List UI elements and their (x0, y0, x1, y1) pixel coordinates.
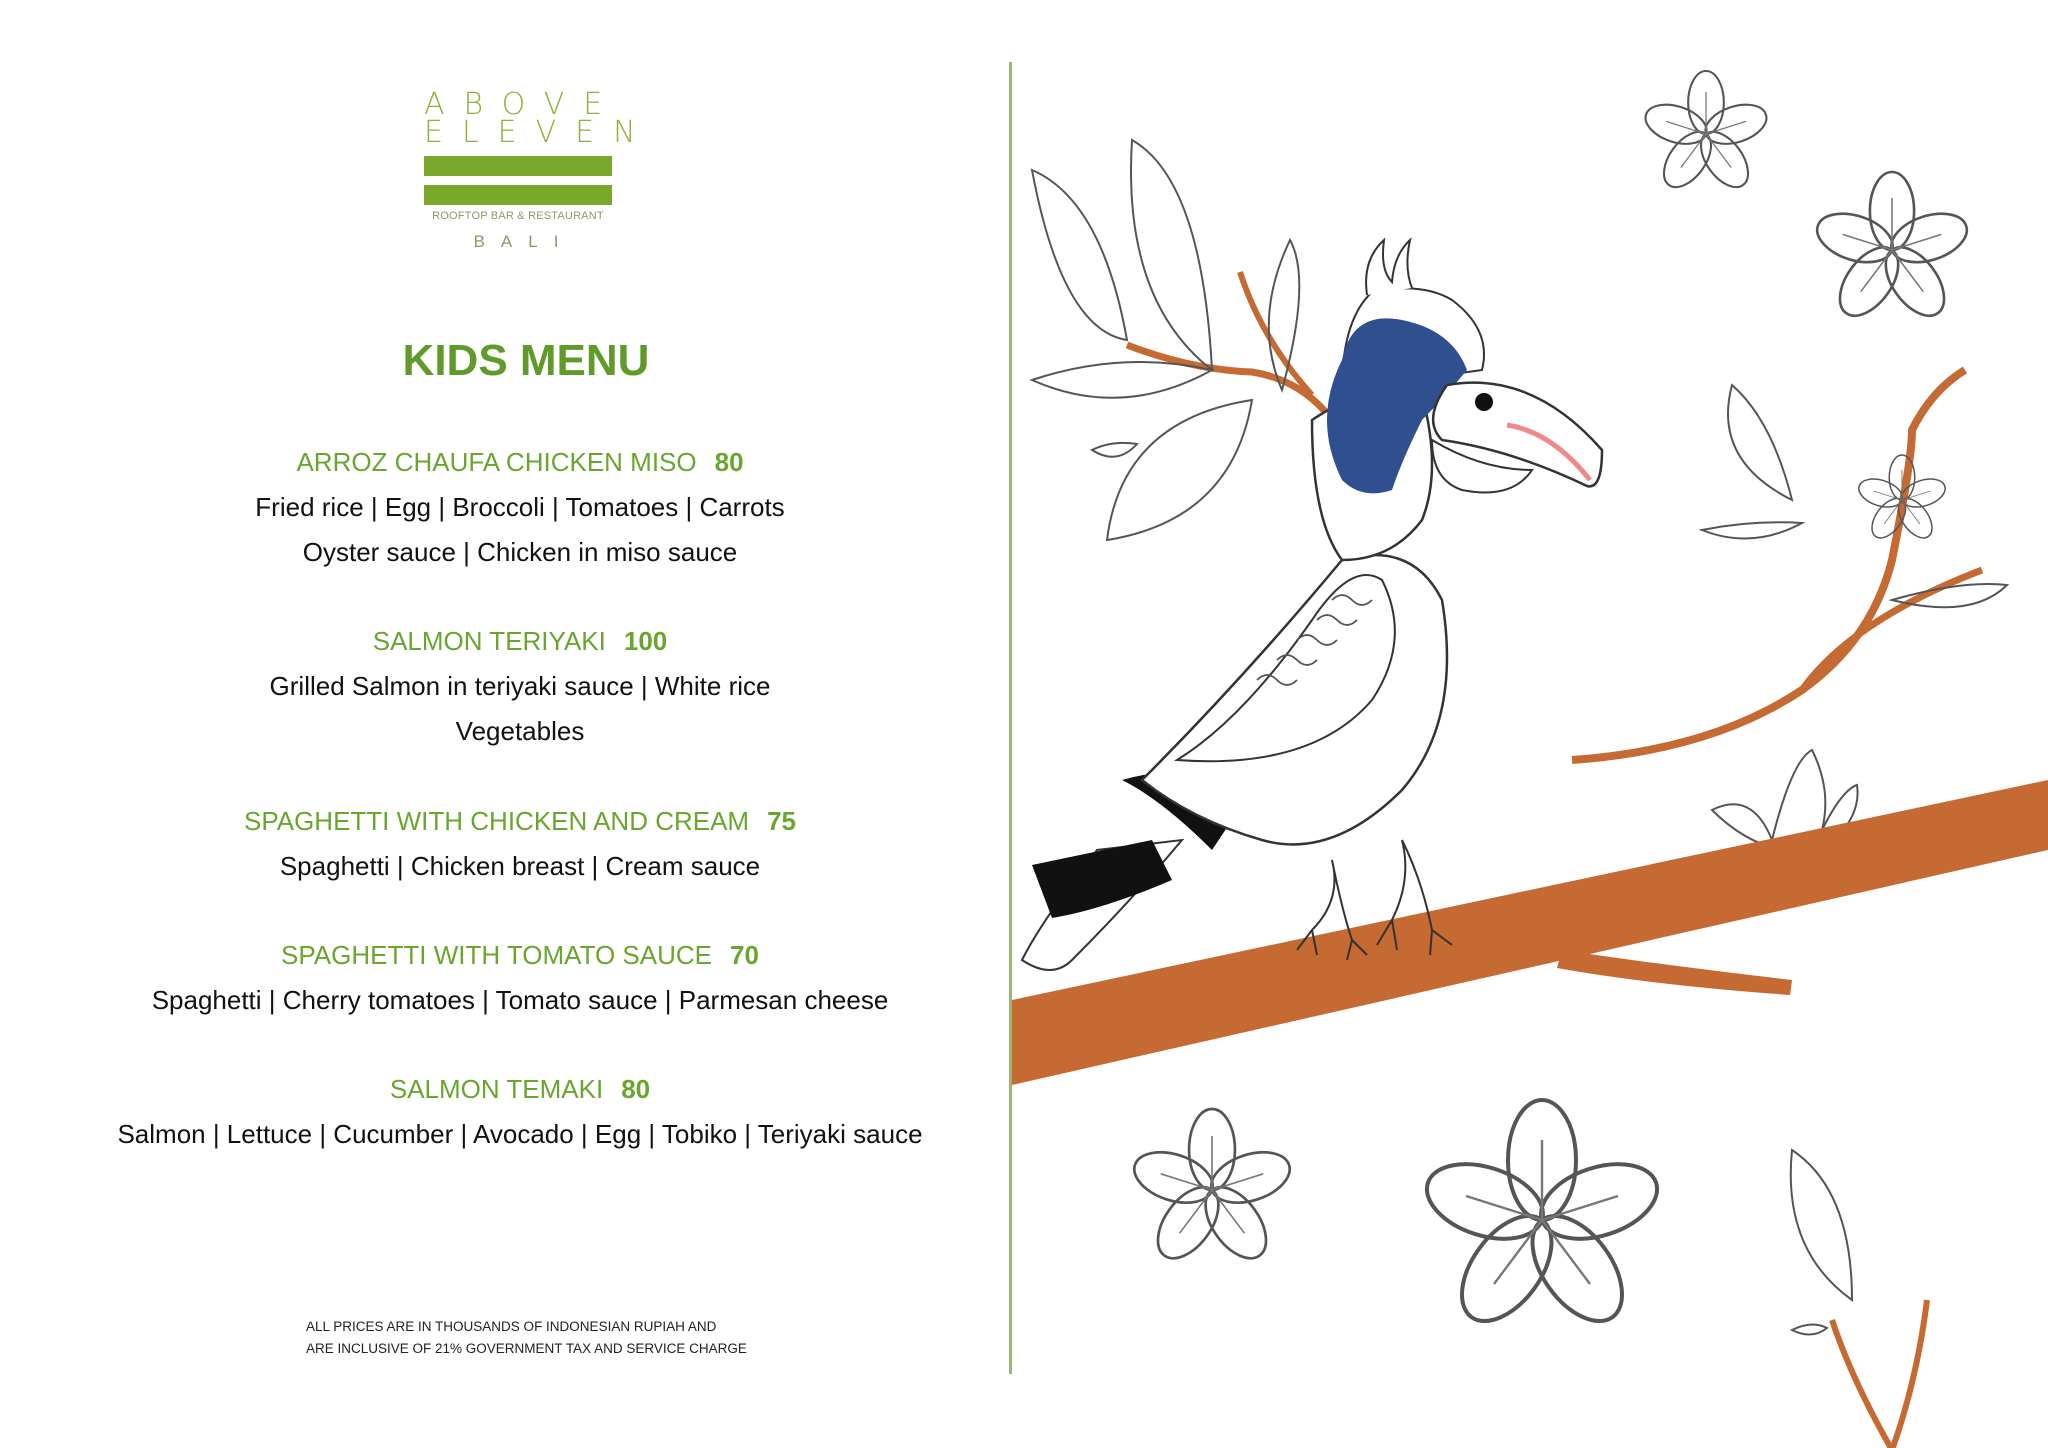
bird-illustration (1012, 0, 2048, 1448)
dish-name: ARROZ CHAUFA CHICKEN MISO (296, 447, 697, 477)
branch-icon (1557, 950, 1792, 995)
dish-description: Fried rice | Egg | Broccoli | Tomatoes | Carrots (255, 492, 785, 522)
branch-icon (1572, 370, 1982, 760)
dish-price: 70 (730, 940, 759, 970)
logo-line-1: ABOVE (424, 87, 622, 122)
logo-bar (424, 185, 612, 205)
dish-name: SPAGHETTI WITH TOMATO SAUCE (281, 940, 713, 970)
dish-name-row (0, 618, 1040, 664)
logo-line-2: ELEVEN (424, 115, 655, 150)
menu-item (0, 439, 1040, 575)
dish-name-row (0, 932, 1040, 978)
menu-item (0, 618, 1040, 754)
menu-item (0, 932, 1040, 1023)
branch-icon (1012, 780, 2048, 1085)
dish-price: 80 (621, 1074, 651, 1104)
price-note-line: ALL PRICES ARE IN THOUSANDS OF INDONESIAN RUPIAH AND (306, 1319, 717, 1334)
dish-name-row (0, 798, 1040, 844)
dish-price: 80 (714, 447, 744, 477)
dish-description: Spaghetti | Chicken breast | Cream sauce (279, 851, 761, 881)
price-note-line: ARE INCLUSIVE OF 21% GOVERNMENT TAX AND SERVICE CHARGE (306, 1341, 747, 1356)
restaurant-logo (424, 87, 655, 258)
menu-item (0, 798, 1040, 889)
logo-subtitle: ROOFTOP BAR & RESTAURANT (432, 210, 604, 222)
dish-description: Spaghetti | Cherry tomatoes | Tomato sauce | Parmesan cheese (151, 985, 889, 1015)
dish-description: Salmon | Lettuce | Cucumber | Avocado | Egg | Tobiko | Teriyaki sauce (117, 1119, 923, 1149)
dish-name: SALMON TERIYAKI (372, 626, 606, 656)
dish-name: SPAGHETTI WITH CHICKEN AND CREAM (243, 806, 750, 836)
dish-description: Oyster sauce | Chicken in miso sauce (302, 537, 738, 567)
leaf-icon (1032, 140, 1299, 540)
menu-item (0, 1066, 1040, 1157)
logo-location: BALI (473, 232, 575, 251)
bird-icon (1022, 240, 1602, 970)
price-note (306, 1316, 747, 1360)
dish-name-row (0, 439, 1040, 485)
dish-description: Grilled Salmon in teriyaki sauce | White rice (269, 671, 771, 701)
logo-bar (424, 156, 612, 176)
branch-icon (1832, 1300, 1927, 1448)
dish-description: Vegetables (455, 716, 585, 746)
menu-panel (0, 0, 1010, 1448)
dish-name-row (0, 1066, 1040, 1112)
dish-name: SALMON TEMAKI (389, 1074, 604, 1104)
dish-price: 100 (623, 626, 668, 656)
dish-price: 75 (767, 806, 797, 836)
menu-title: KIDS MENU (402, 336, 650, 385)
